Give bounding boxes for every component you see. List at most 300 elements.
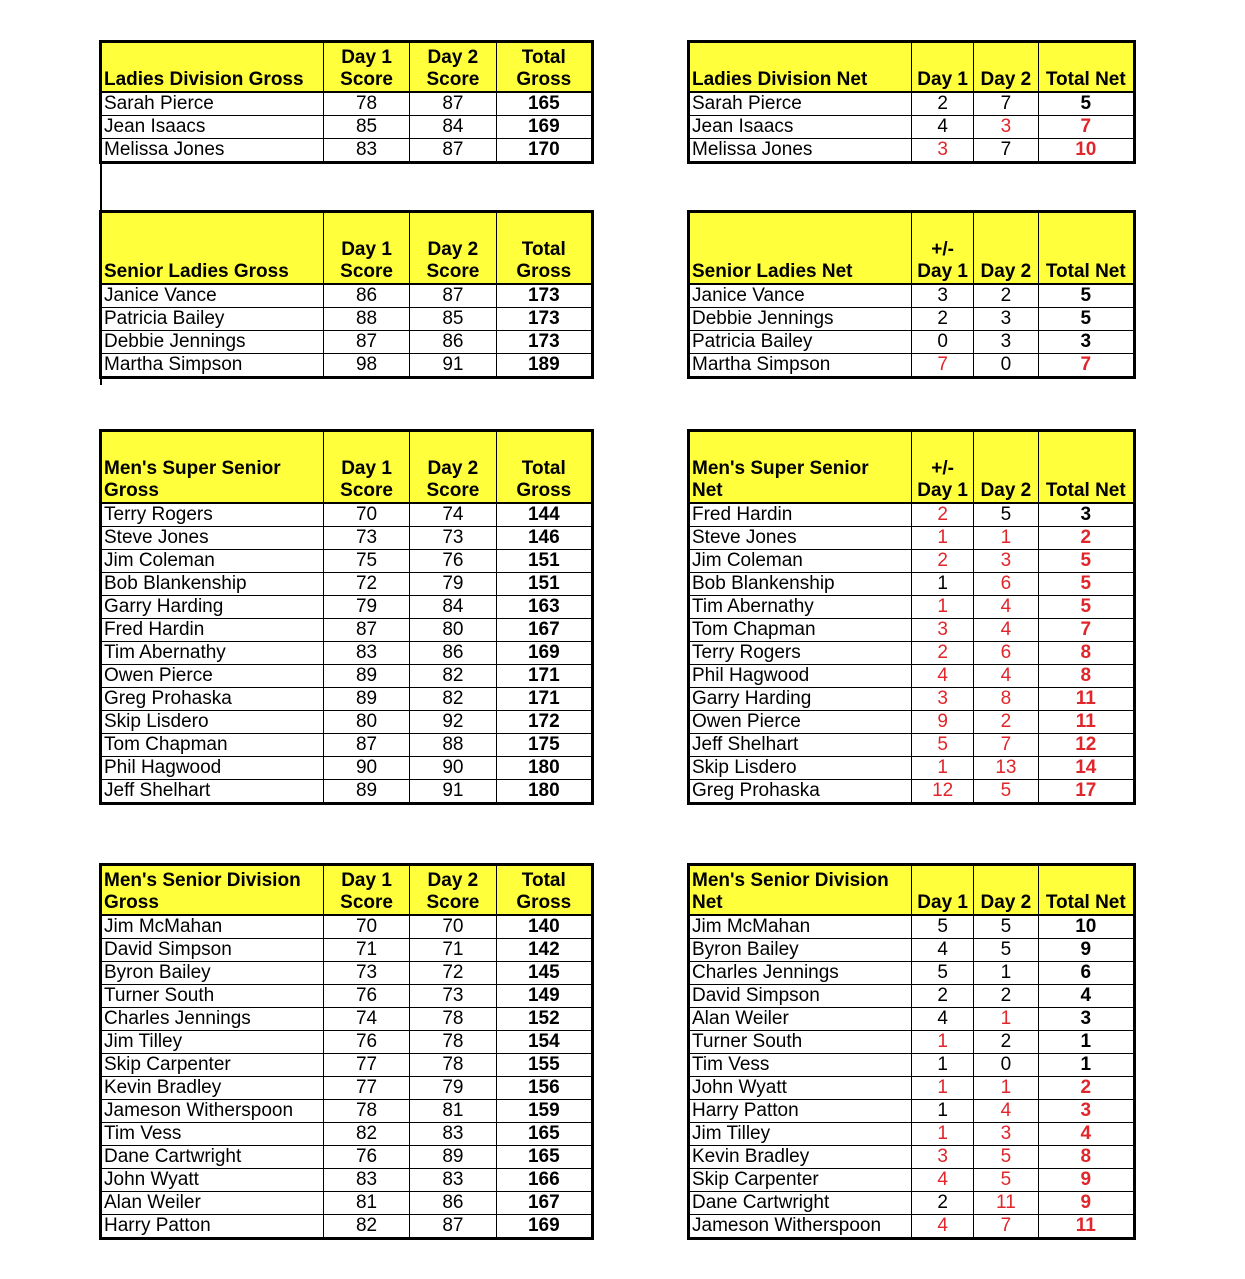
table-row xyxy=(101,284,593,308)
table-row xyxy=(101,1031,593,1054)
score-cell: 81 xyxy=(410,1100,496,1123)
player-name-cell: Janice Vance xyxy=(101,284,324,308)
player-name-cell: Jim McMahan xyxy=(101,915,324,939)
score-cell: 87 xyxy=(410,92,496,116)
score-cell: 4 xyxy=(912,1008,974,1031)
score-cell: 76 xyxy=(323,1146,409,1169)
header-row xyxy=(101,865,593,916)
score-cell: 3 xyxy=(974,308,1038,331)
table-row xyxy=(101,1192,593,1215)
score-cell: 2 xyxy=(974,1031,1038,1054)
table-row xyxy=(689,573,1135,596)
player-name-cell: Alan Weiler xyxy=(101,1192,324,1215)
score-cell: 88 xyxy=(323,308,409,331)
table-row xyxy=(689,1054,1135,1077)
header-row xyxy=(689,865,1135,916)
total-cell: 7 xyxy=(1038,619,1134,642)
score-cell: 1 xyxy=(912,1100,974,1123)
score-cell: 2 xyxy=(912,92,974,116)
table-row xyxy=(689,550,1135,573)
score-cell: 1 xyxy=(912,596,974,619)
column-header: Day 1 Score xyxy=(323,431,409,504)
table-row xyxy=(689,985,1135,1008)
column-header: Senior Ladies Net xyxy=(689,212,912,285)
score-cell: 82 xyxy=(323,1123,409,1146)
score-cell: 84 xyxy=(410,596,496,619)
player-name-cell: Martha Simpson xyxy=(101,354,324,378)
player-name-cell: Owen Pierce xyxy=(689,711,912,734)
score-cell: 71 xyxy=(323,939,409,962)
player-name-cell: Greg Prohaska xyxy=(101,688,324,711)
total-cell: 2 xyxy=(1038,1077,1134,1100)
total-cell: 8 xyxy=(1038,642,1134,665)
score-cell: 5 xyxy=(912,962,974,985)
column-header: Day 1 Score xyxy=(323,42,409,93)
total-cell: 180 xyxy=(496,757,592,780)
score-cell: 3 xyxy=(912,139,974,163)
total-cell: 3 xyxy=(1038,331,1134,354)
player-name-cell: Skip Carpenter xyxy=(101,1054,324,1077)
score-cell: 83 xyxy=(323,139,409,163)
table-row xyxy=(101,915,593,939)
player-name-cell: Jeff Shelhart xyxy=(101,780,324,804)
score-cell: 1 xyxy=(912,757,974,780)
table-row xyxy=(101,573,593,596)
score-cell: 11 xyxy=(974,1192,1038,1215)
column-header: Men's Super Senior Gross xyxy=(101,431,324,504)
score-cell: 4 xyxy=(974,665,1038,688)
score-cell: 3 xyxy=(974,116,1038,139)
table-row xyxy=(101,642,593,665)
column-header: Day 2 xyxy=(974,212,1038,285)
score-cell: 7 xyxy=(974,1215,1038,1239)
table-row xyxy=(101,757,593,780)
table-row xyxy=(101,1100,593,1123)
score-cell: 6 xyxy=(974,573,1038,596)
score-cell: 70 xyxy=(410,915,496,939)
total-cell: 1 xyxy=(1038,1054,1134,1077)
column-header: Total Net xyxy=(1038,212,1134,285)
player-name-cell: Martha Simpson xyxy=(689,354,912,378)
player-name-cell: Patricia Bailey xyxy=(101,308,324,331)
table-row xyxy=(689,1008,1135,1031)
score-cell: 79 xyxy=(410,1077,496,1100)
table-row xyxy=(689,1077,1135,1100)
score-cell: 8 xyxy=(974,688,1038,711)
score-cell: 5 xyxy=(912,915,974,939)
total-cell: 166 xyxy=(496,1169,592,1192)
score-cell: 4 xyxy=(974,596,1038,619)
header-row xyxy=(101,212,593,285)
player-name-cell: Dane Cartwright xyxy=(101,1146,324,1169)
total-cell: 173 xyxy=(496,331,592,354)
total-cell: 7 xyxy=(1038,354,1134,378)
player-name-cell: Jim Coleman xyxy=(689,550,912,573)
total-cell: 5 xyxy=(1038,550,1134,573)
table-row xyxy=(689,1192,1135,1215)
score-cell: 1 xyxy=(912,1031,974,1054)
score-cell: 75 xyxy=(323,550,409,573)
score-cell: 4 xyxy=(974,1100,1038,1123)
score-cell: 4 xyxy=(912,1215,974,1239)
score-cell: 5 xyxy=(974,1146,1038,1169)
total-cell: 5 xyxy=(1038,308,1134,331)
score-cell: 3 xyxy=(974,1123,1038,1146)
total-cell: 180 xyxy=(496,780,592,804)
score-cell: 1 xyxy=(974,1077,1038,1100)
table-row xyxy=(689,665,1135,688)
total-cell: 154 xyxy=(496,1031,592,1054)
mens-super-senior-gross-table xyxy=(99,429,594,805)
column-header: +/- Day 1 xyxy=(912,212,974,285)
column-header: Ladies Division Net xyxy=(689,42,912,93)
score-cell: 3 xyxy=(974,550,1038,573)
score-cell: 89 xyxy=(323,780,409,804)
table-row xyxy=(689,284,1135,308)
column-header: Total Gross xyxy=(496,212,592,285)
table-row xyxy=(689,92,1135,116)
score-cell: 86 xyxy=(410,1192,496,1215)
total-cell: 3 xyxy=(1038,1008,1134,1031)
player-name-cell: Terry Rogers xyxy=(101,503,324,527)
score-cell: 90 xyxy=(410,757,496,780)
score-cell: 1 xyxy=(912,1054,974,1077)
total-cell: 7 xyxy=(1038,116,1134,139)
table-row xyxy=(101,1215,593,1239)
total-cell: 5 xyxy=(1038,596,1134,619)
senior-ladies-net-table xyxy=(687,210,1136,379)
score-cell: 2 xyxy=(912,985,974,1008)
player-name-cell: Turner South xyxy=(689,1031,912,1054)
score-cell: 7 xyxy=(974,734,1038,757)
table-row xyxy=(689,354,1135,378)
score-cell: 87 xyxy=(323,331,409,354)
table-row xyxy=(101,354,593,378)
score-cell: 4 xyxy=(912,1169,974,1192)
table-row xyxy=(101,711,593,734)
score-cell: 76 xyxy=(323,1031,409,1054)
score-cell: 90 xyxy=(323,757,409,780)
score-cell: 72 xyxy=(323,573,409,596)
total-cell: 144 xyxy=(496,503,592,527)
total-cell: 169 xyxy=(496,116,592,139)
table-row xyxy=(101,734,593,757)
player-name-cell: Turner South xyxy=(101,985,324,1008)
player-name-cell: Tim Vess xyxy=(101,1123,324,1146)
player-name-cell: Fred Hardin xyxy=(689,503,912,527)
table-row xyxy=(689,642,1135,665)
table-row xyxy=(689,503,1135,527)
score-cell: 5 xyxy=(974,915,1038,939)
total-cell: 14 xyxy=(1038,757,1134,780)
column-header: Day 2 xyxy=(974,42,1038,93)
player-name-cell: John Wyatt xyxy=(689,1077,912,1100)
score-cell: 92 xyxy=(410,711,496,734)
total-cell: 11 xyxy=(1038,711,1134,734)
total-cell: 12 xyxy=(1038,734,1134,757)
player-name-cell: Jim Tilley xyxy=(101,1031,324,1054)
score-cell: 2 xyxy=(912,1192,974,1215)
score-cell: 74 xyxy=(410,503,496,527)
column-header: Men's Senior Division Gross xyxy=(101,865,324,916)
table-row xyxy=(689,711,1135,734)
total-cell: 9 xyxy=(1038,1192,1134,1215)
total-cell: 10 xyxy=(1038,915,1134,939)
table-row xyxy=(101,1146,593,1169)
total-cell: 171 xyxy=(496,688,592,711)
table-row xyxy=(101,1054,593,1077)
score-cell: 84 xyxy=(410,116,496,139)
header-row xyxy=(689,431,1135,504)
table-row xyxy=(689,1031,1135,1054)
table-row xyxy=(101,1169,593,1192)
score-cell: 89 xyxy=(410,1146,496,1169)
score-cell: 83 xyxy=(410,1169,496,1192)
player-name-cell: Jameson Witherspoon xyxy=(689,1215,912,1239)
score-cell: 78 xyxy=(410,1054,496,1077)
table-row xyxy=(101,665,593,688)
score-cell: 79 xyxy=(410,573,496,596)
table-row xyxy=(101,139,593,163)
player-name-cell: Jean Isaacs xyxy=(689,116,912,139)
total-cell: 173 xyxy=(496,284,592,308)
total-cell: 9 xyxy=(1038,939,1134,962)
score-cell: 79 xyxy=(323,596,409,619)
table-row xyxy=(689,331,1135,354)
table-row xyxy=(101,116,593,139)
player-name-cell: Sarah Pierce xyxy=(101,92,324,116)
total-cell: 172 xyxy=(496,711,592,734)
mens-super-senior-net-table xyxy=(687,429,1136,805)
score-cell: 86 xyxy=(323,284,409,308)
ladies-division-gross-table xyxy=(99,40,594,164)
player-name-cell: Tim Abernathy xyxy=(689,596,912,619)
score-cell: 0 xyxy=(974,1054,1038,1077)
score-cell: 73 xyxy=(323,962,409,985)
player-name-cell: Melissa Jones xyxy=(689,139,912,163)
score-cell: 73 xyxy=(410,985,496,1008)
player-name-cell: Alan Weiler xyxy=(689,1008,912,1031)
score-cell: 77 xyxy=(323,1054,409,1077)
score-cell: 77 xyxy=(323,1077,409,1100)
player-name-cell: Janice Vance xyxy=(689,284,912,308)
score-cell: 1 xyxy=(912,1077,974,1100)
total-cell: 9 xyxy=(1038,1169,1134,1192)
score-cell: 89 xyxy=(323,688,409,711)
player-name-cell: Phil Hagwood xyxy=(101,757,324,780)
player-name-cell: Patricia Bailey xyxy=(689,331,912,354)
score-cell: 80 xyxy=(410,619,496,642)
score-cell: 1 xyxy=(912,573,974,596)
score-cell: 82 xyxy=(323,1215,409,1239)
table-row xyxy=(101,331,593,354)
score-cell: 78 xyxy=(410,1031,496,1054)
player-name-cell: Jameson Witherspoon xyxy=(101,1100,324,1123)
player-name-cell: Byron Bailey xyxy=(689,939,912,962)
player-name-cell: John Wyatt xyxy=(101,1169,324,1192)
score-cell: 72 xyxy=(410,962,496,985)
total-cell: 175 xyxy=(496,734,592,757)
player-name-cell: Harry Patton xyxy=(689,1100,912,1123)
player-name-cell: Dane Cartwright xyxy=(689,1192,912,1215)
player-name-cell: David Simpson xyxy=(101,939,324,962)
table-row xyxy=(689,116,1135,139)
column-header: Day 2 Score xyxy=(410,431,496,504)
score-cell: 13 xyxy=(974,757,1038,780)
table-row xyxy=(689,1100,1135,1123)
score-cell: 91 xyxy=(410,354,496,378)
player-name-cell: Owen Pierce xyxy=(101,665,324,688)
total-cell: 163 xyxy=(496,596,592,619)
column-header: Day 2 xyxy=(974,865,1038,916)
player-name-cell: Tom Chapman xyxy=(101,734,324,757)
header-row xyxy=(689,42,1135,93)
score-cell: 82 xyxy=(410,665,496,688)
score-cell: 1 xyxy=(912,1123,974,1146)
table-row xyxy=(101,985,593,1008)
table-row xyxy=(689,308,1135,331)
player-name-cell: Bob Blankenship xyxy=(101,573,324,596)
table-row xyxy=(101,92,593,116)
score-cell: 7 xyxy=(912,354,974,378)
column-header: Total Gross xyxy=(496,42,592,93)
score-cell: 83 xyxy=(410,1123,496,1146)
total-cell: 189 xyxy=(496,354,592,378)
table-row xyxy=(689,1169,1135,1192)
column-header: Day 1 xyxy=(912,42,974,93)
total-cell: 8 xyxy=(1038,1146,1134,1169)
score-cell: 2 xyxy=(912,550,974,573)
column-header: Total Gross xyxy=(496,865,592,916)
total-cell: 5 xyxy=(1038,284,1134,308)
table-row xyxy=(101,527,593,550)
table-row xyxy=(689,527,1135,550)
player-name-cell: Sarah Pierce xyxy=(689,92,912,116)
score-cell: 73 xyxy=(410,527,496,550)
table-row xyxy=(689,962,1135,985)
player-name-cell: Skip Lisdero xyxy=(101,711,324,734)
score-cell: 0 xyxy=(974,354,1038,378)
mens-senior-division-gross-table xyxy=(99,863,594,1240)
total-cell: 17 xyxy=(1038,780,1134,804)
table-row xyxy=(101,1077,593,1100)
score-cell: 74 xyxy=(323,1008,409,1031)
table-row xyxy=(101,1008,593,1031)
total-cell: 169 xyxy=(496,1215,592,1239)
total-cell: 4 xyxy=(1038,1123,1134,1146)
score-cell: 78 xyxy=(410,1008,496,1031)
score-cell: 87 xyxy=(410,284,496,308)
score-cell: 85 xyxy=(323,116,409,139)
player-name-cell: Tom Chapman xyxy=(689,619,912,642)
player-name-cell: Jim McMahan xyxy=(689,915,912,939)
score-cell: 3 xyxy=(912,284,974,308)
column-header: Total Net xyxy=(1038,865,1134,916)
table-row xyxy=(689,139,1135,163)
table-row xyxy=(101,1123,593,1146)
score-cell: 3 xyxy=(974,331,1038,354)
total-cell: 169 xyxy=(496,642,592,665)
score-cell: 78 xyxy=(323,92,409,116)
score-cell: 89 xyxy=(323,665,409,688)
player-name-cell: Skip Carpenter xyxy=(689,1169,912,1192)
table-row xyxy=(101,308,593,331)
score-cell: 86 xyxy=(410,331,496,354)
total-cell: 170 xyxy=(496,139,592,163)
header-row xyxy=(101,42,593,93)
total-cell: 173 xyxy=(496,308,592,331)
header-row xyxy=(101,431,593,504)
score-cell: 5 xyxy=(912,734,974,757)
total-cell: 155 xyxy=(496,1054,592,1077)
score-cell: 4 xyxy=(912,116,974,139)
score-cell: 85 xyxy=(410,308,496,331)
total-cell: 165 xyxy=(496,1146,592,1169)
player-name-cell: Garry Harding xyxy=(101,596,324,619)
ladies-division-net-table xyxy=(687,40,1136,164)
score-cell: 70 xyxy=(323,915,409,939)
player-name-cell: Phil Hagwood xyxy=(689,665,912,688)
score-cell: 2 xyxy=(912,503,974,527)
player-name-cell: Charles Jennings xyxy=(101,1008,324,1031)
player-name-cell: Byron Bailey xyxy=(101,962,324,985)
player-name-cell: Fred Hardin xyxy=(101,619,324,642)
total-cell: 151 xyxy=(496,550,592,573)
player-name-cell: Bob Blankenship xyxy=(689,573,912,596)
player-name-cell: Jean Isaacs xyxy=(101,116,324,139)
score-cell: 12 xyxy=(912,780,974,804)
column-header: Day 1 xyxy=(912,865,974,916)
player-name-cell: Steve Jones xyxy=(101,527,324,550)
player-name-cell: Kevin Bradley xyxy=(689,1146,912,1169)
player-name-cell: David Simpson xyxy=(689,985,912,1008)
score-cell: 87 xyxy=(323,619,409,642)
total-cell: 1 xyxy=(1038,1031,1134,1054)
score-cell: 87 xyxy=(323,734,409,757)
total-cell: 5 xyxy=(1038,92,1134,116)
column-header: +/- Day 1 xyxy=(912,431,974,504)
score-cell: 87 xyxy=(410,1215,496,1239)
table-row xyxy=(689,1123,1135,1146)
score-cell: 1 xyxy=(912,527,974,550)
player-name-cell: Melissa Jones xyxy=(101,139,324,163)
player-name-cell: Harry Patton xyxy=(101,1215,324,1239)
total-cell: 151 xyxy=(496,573,592,596)
table-row xyxy=(689,1146,1135,1169)
score-cell: 73 xyxy=(323,527,409,550)
header-row xyxy=(689,212,1135,285)
score-cell: 81 xyxy=(323,1192,409,1215)
score-cell: 1 xyxy=(974,962,1038,985)
score-cell: 3 xyxy=(912,688,974,711)
total-cell: 2 xyxy=(1038,527,1134,550)
total-cell: 4 xyxy=(1038,985,1134,1008)
score-cell: 71 xyxy=(410,939,496,962)
score-cell: 76 xyxy=(323,985,409,1008)
score-cell: 1 xyxy=(974,527,1038,550)
table-row xyxy=(101,780,593,804)
total-cell: 11 xyxy=(1038,688,1134,711)
column-header: Day 1 Score xyxy=(323,212,409,285)
total-cell: 142 xyxy=(496,939,592,962)
score-cell: 6 xyxy=(974,642,1038,665)
column-header: Total Net xyxy=(1038,42,1134,93)
table-row xyxy=(689,596,1135,619)
score-cell: 70 xyxy=(323,503,409,527)
total-cell: 167 xyxy=(496,1192,592,1215)
score-cell: 0 xyxy=(912,331,974,354)
column-header: Men's Super Senior Net xyxy=(689,431,912,504)
